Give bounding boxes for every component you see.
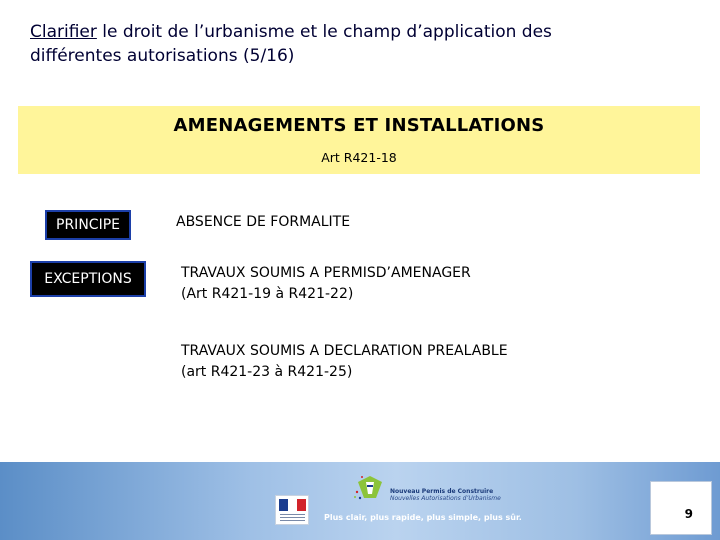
title-line1-rest: le droit de l’urbanisme et le champ d’application des [96,22,552,42]
title-line2: différentes autorisations (5/16) [30,46,295,66]
exception1-line1: TRAVAUX SOUMIS A PERMISD’AMENAGER [181,265,471,281]
exception2-line1: TRAVAUX SOUMIS A DECLARATION PREALABLE [181,343,508,359]
logo-subtitle: Nouvelles Autorisations d’Urbanisme [390,495,501,502]
title-underlined-word: Clarifier [30,22,97,42]
permis-logo-text [390,488,501,502]
footer-slogan: Plus clair, plus rapide, plus simple, plus sûr. [324,513,522,522]
exception1-line2: (Art R421-19 à R421-22) [181,286,354,302]
slide-title [30,20,670,68]
banner-title: AMENAGEMENTS ET INSTALLATIONS [173,115,545,136]
principe-text: ABSENCE DE FORMALITE [176,214,351,230]
exception2-line2: (art R421-23 à R421-25) [181,364,353,380]
exception-permis-amenager [181,263,471,305]
exception-declaration-prealable [181,341,508,383]
exceptions-label-box: EXCEPTIONS [30,261,146,297]
principe-label-box: PRINCIPE [45,210,131,240]
page-number: 9 [684,507,693,521]
republique-francaise-logo-icon [275,495,309,525]
permis-logo-icon [352,472,388,502]
section-banner [18,106,700,174]
banner-subtitle: Art R421-18 [321,150,397,165]
page-number-box [650,481,712,535]
logo-title: Nouveau Permis de Construire [390,488,494,495]
